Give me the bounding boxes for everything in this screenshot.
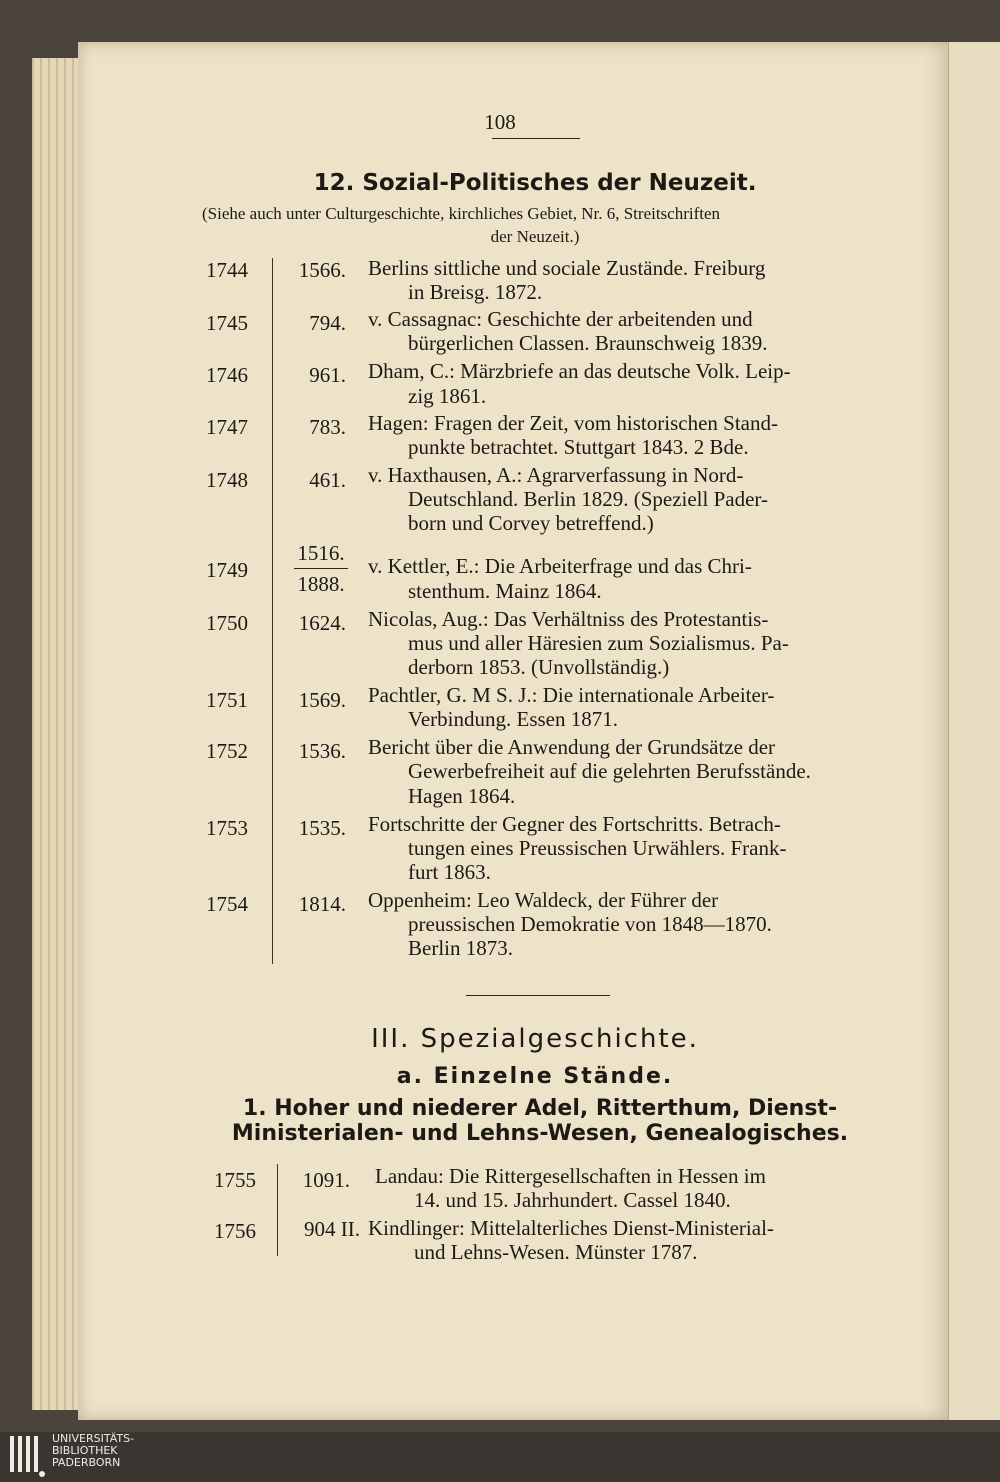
entry-line: Dham, C.: Märzbriefe an das deutsche Volk. Leip- [368,359,791,383]
entry-number: 1754 [206,892,248,916]
entry-line: 14. und 15. Jahrhundert. Cassel 1840. [414,1188,731,1212]
section-note-line1: (Siehe auch unter Culturgeschichte, kirchliches Gebiet, Nr. 6, Streitschriften [202,204,721,223]
page-number: 108 [484,110,516,134]
fraction-bar [294,568,348,569]
entry-number: 1755 [214,1168,256,1192]
entry-line: furt 1863. [408,860,491,884]
fraction-top: 1516. [297,541,345,565]
entry-number: 1746 [206,363,248,387]
entry-signature: 1535. [298,816,346,840]
library-name-line3: PADERBORN [52,1456,121,1469]
library-name-line2: BIBLIOTHEK [52,1444,118,1457]
entry-signature: 1569. [298,688,346,712]
entry-signature: 1624. [298,611,346,635]
entry-line: v. Haxthausen, A.: Agrarverfassung in Nord- [368,463,744,487]
section-divider [466,995,610,996]
entry-number: 1756 [214,1219,256,1243]
part-title: III. Spezialgeschichte. [371,1024,699,1054]
entry-line: in Breisg. 1872. [408,280,543,304]
section-heading: 12. Sozial-Politisches der Neuzeit. [313,170,757,196]
entry-number: 1745 [206,311,248,335]
entry-number: 1752 [206,739,248,763]
facing-page-edge [948,42,1000,1420]
entry-line: Hagen 1864. [408,784,516,808]
footer-bar [0,1432,1000,1482]
entry-number: 1753 [206,816,248,840]
entry-line: v. Kettler, E.: Die Arbeiterfrage und das Chri- [368,554,752,578]
entry-line: Bericht über die Anwendung der Grundsätze der [368,735,776,759]
entry-line: bürgerlichen Classen. Braunschweig 1839. [408,331,768,355]
entry-signature: 461. [309,468,346,492]
entry-line: tungen eines Preussischen Urwählers. Frank- [408,836,787,860]
entry-line: Gewerbefreiheit auf die gelehrten Berufsstände. [408,759,811,783]
entry-line: stenthum. Mainz 1864. [408,579,602,603]
entry-line: born und Corvey betreffend.) [408,511,654,535]
entry-signature: 1814. [298,892,346,916]
entry-signature: 783. [309,415,346,439]
entry-line: Nicolas, Aug.: Das Verhältniss des Protestantis- [368,607,769,631]
entry-line: preussischen Demokratie von 1848—1870. [408,912,772,936]
entry-line: zig 1861. [408,384,487,408]
entry-line: Verbindung. Essen 1871. [408,707,618,731]
section-note-line2: der Neuzeit.) [490,227,580,246]
library-name-line1: UNIVERSITÄTS- [52,1432,135,1445]
entry-signature: 961. [309,363,346,387]
entry-signature: 794. [309,311,346,335]
entry-line: Oppenheim: Leo Waldeck, der Führer der [368,888,719,912]
entry-signature: 904 II. [304,1217,360,1241]
entry-line: punkte betrachtet. Stuttgart 1843. 2 Bde. [408,435,749,459]
entry-signature: 1566. [298,258,346,282]
entry-line: derborn 1853. (Unvollständig.) [408,655,670,679]
category-title-line1: 1. Hoher und niederer Adel, Ritterthum, Dienst- [242,1096,838,1121]
library-logo-icon [8,1434,48,1478]
entry-number: 1749 [206,558,248,582]
entry-number: 1748 [206,468,248,492]
entry-line: Deutschland. Berlin 1829. (Speziell Pader- [408,487,768,511]
entry-number: 1747 [206,415,248,439]
entry-signature: 1091. [302,1168,350,1192]
category-title-line2: Ministerialen- und Lehns-Wesen, Genealogisches. [231,1121,849,1146]
entry-line: Berlins sittliche und sociale Zustände. Freiburg [368,256,766,280]
entry-line: Hagen: Fragen der Zeit, vom historischen Stand- [368,411,778,435]
entry-signature: 1536. [298,739,346,763]
subpart-title: a. Einzelne Stände. [396,1064,674,1089]
library-name [52,1433,134,1469]
entry-line: Landau: Die Rittergesellschaften in Hessen im [375,1164,766,1188]
entry-number: 1751 [206,688,248,712]
entry-number: 1750 [206,611,248,635]
entry-line: Pachtler, G. M S. J.: Die internationale Arbeiter- [368,683,775,707]
entry-line: Kindlinger: Mittelalterliches Dienst-Ministerial- [368,1216,774,1240]
entry-line: Fortschritte der Gegner des Fortschritts. Betrach- [368,812,781,836]
entry-line: und Lehns-Wesen. Münster 1787. [414,1240,698,1264]
entry-line: v. Cassagnac: Geschichte der arbeitenden und [368,307,753,331]
entry-signature-fraction [290,540,352,597]
fraction-bottom: 1888. [297,572,345,596]
entry-number: 1744 [206,258,248,282]
page-number-rule [492,138,580,139]
entry-line: mus und aller Häresien zum Sozialismus. Pa- [408,631,789,655]
entry-line: Berlin 1873. [408,936,513,960]
